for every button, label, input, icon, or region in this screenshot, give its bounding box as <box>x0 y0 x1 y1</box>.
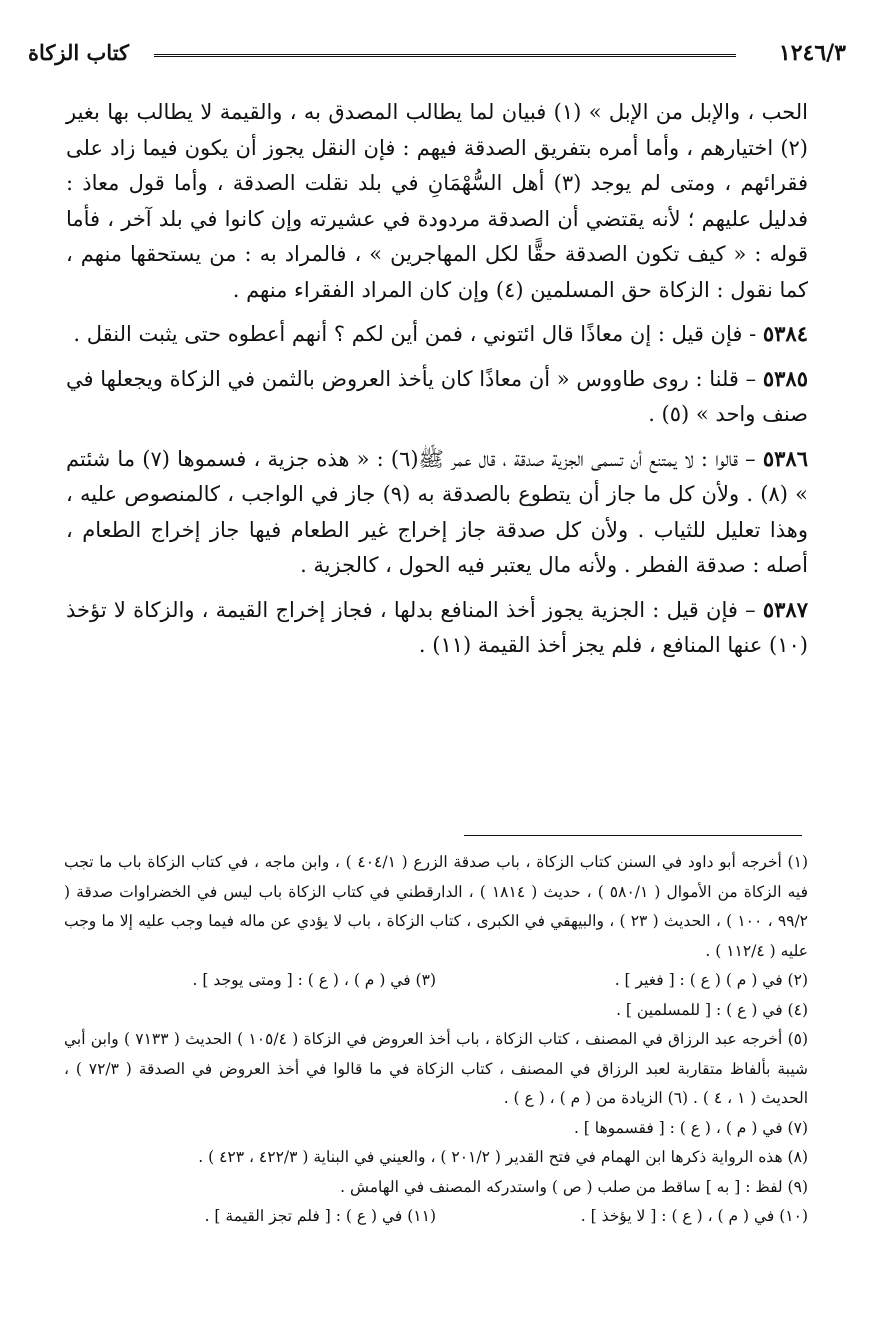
footnote-2: (٢) في ( م ) ( ع ) : [ فغير ] . <box>614 971 808 989</box>
footnotes <box>64 848 808 1232</box>
footnote-8: (٨) هذه الرواية ذكرها ابن الهمام في فتح القدير ( ٢٠١/٢ ) ، والعيني في البناية ( ٤٢٢/٣ ، ٤٢٣ ) . <box>198 1148 808 1166</box>
paragraph-number: ٥٣٨٤ <box>762 321 808 346</box>
paragraph-number: ٥٣٨٦ <box>762 445 808 471</box>
paragraph-text: – فإن قيل : الجزية يجوز أخذ المنافع بدلها ، فجاز إخراج القيمة ، والزكاة لا تؤخذ (١٠) عنها المنافع ، فلم يجز أخذ القيمة (١١) . <box>66 597 808 657</box>
footnote-4: (٤) في ( ع ) : [ للمسلمين ] . <box>616 1000 808 1019</box>
paragraph-number: ٥٣٨٥ <box>762 365 808 391</box>
footnote-row <box>64 966 808 996</box>
page-header <box>28 40 846 74</box>
paragraph-5387 <box>66 592 808 664</box>
paragraph-number: ٥٣٨٧ <box>762 596 808 622</box>
paragraph-5384 <box>66 316 808 353</box>
footnote-3: (٣) في ( م ) ، ( ع ) : [ ومتى يوجد ] . <box>192 971 436 989</box>
footnote-7: (٧) في ( م ) ، ( ع ) : [ فقسموها ] . <box>573 1118 808 1137</box>
footnote-5: (٥) أخرجه عبد الرزاق في المصنف ، كتاب الزكاة ، باب أخذ العروض في الزكاة ( ١٠٥/٤ ) الحديث ( ٧١٣٣ ) وابن أبي شيبة بألفاظ متقاربة لعبد الرزاق في المصنف ، كتاب الزكاة في ما قالوا في أخذ العروض في الصدقة ( ٧٢/٣ ) ، الحديث ( ١ ، ٤ ) . (٦) الزيادة من ( م ) ، ( ع ) . <box>64 1030 809 1107</box>
footnote-row <box>64 1202 808 1232</box>
footnote-1: (١) أخرجه أبو داود في السنن كتاب الزكاة ، باب صدقة الزرع ( ٤٠٤/١ ) ، وابن ماجه ، في كتاب الزكاة باب ما تجب فيه الزكاة من الأموال ( ٥٨٠/١ ) ، حديث ( ١٨١٤ ) ، الدارقطني في كتاب الزكاة باب ليس في الخضراوات صدقة ( ٩٩/٢ ، ١٠٠ ) ، الحديث ( ٢٣ ) ، والبيهقي في الكبرى ، كتاب الزكاة ، باب لا يؤدي عن ماله فيما وجب عليه إلا ما وجب عليه ( ١١٢/٤ ) . <box>64 853 809 960</box>
paragraph-text: – قلنا : روى طاووس « أن معاذًا كان يأخذ العروض بالثمن في الزكاة ويجعلها في صنف واحد » (٥) . <box>66 366 808 426</box>
paragraph-5386 <box>66 441 808 584</box>
footnote-10: (١٠) في ( م ) ، ( ع ) : [ لا يؤخذ ] . <box>580 1207 808 1225</box>
header-rule <box>154 54 736 59</box>
paragraph-text: – قالوا : لا يمتنع أن تسمى الجزية صدقة ، قال عمر ﷺ(٦) : « هذه جزية ، فسموها (٧) ما شئتم » (٨) . ولأن كل ما جاز أن يتطوع بالصدقة به (٩) جاز في الواجب ، كالمنصوص عليه ، وهذا تعليل للثياب . ولأن كل صدقة جاز إخراج غير الطعام فيها جاز إخراج الطعام ، أصله : صدقة الفطر . ولأنه مال يعتبر فيه الحول ، كالجزية . <box>66 446 808 577</box>
footnote-separator <box>464 835 802 836</box>
footnote-9: (٩) لفظ : [ به ] ساقط من صلب ( ص ) واستدركه المصنف في الهامش . <box>340 1177 808 1196</box>
paragraph-text: - فإن قيل : إن معاذًا قال ائتوني ، فمن أين لكم ؟ أنهم أعطوه حتى يثبت النقل . <box>73 322 757 346</box>
footnote-6: (٦) الزيادة من ( م ) ، ( ع ) . <box>503 1089 689 1107</box>
main-text <box>66 95 808 672</box>
page-number: ١٢٤٦/٣ <box>778 40 846 66</box>
paragraph-5385 <box>66 361 808 433</box>
footnote-11: (١١) في ( ع ) : [ فلم تجز القيمة ] . <box>204 1207 436 1225</box>
book-title: كتاب الزكاة <box>28 40 130 65</box>
paragraph-continuation: الحب ، والإبل من الإبل » (١) فبيان لما يطالب المصدق به ، والقيمة لا يطالب بها بغير (٢) اختيارهم ، وأما أمره بتفريق الصدقة فيهم : فإن النقل يجوز أن يكون فيما زاد على فقرائهم ، ومتى لم يوجد (٣) أهل السُّهْمَانِ في بلد نقلت الصدقة ، وأما قول معاذ : فدليل عليهم ؛ لأنه يقتضي أن الصدقة مردودة في عشيرته وإن كانوا في بلد آخر ، فأما قوله : « كيف تكون الصدقة حقًّا لكل المهاجرين » ، فالمراد به : من يستحقها منهم ، كما نقول : الزكاة حق المسلمين (٤) وإن كان المراد الفقراء منهم . <box>66 100 808 302</box>
